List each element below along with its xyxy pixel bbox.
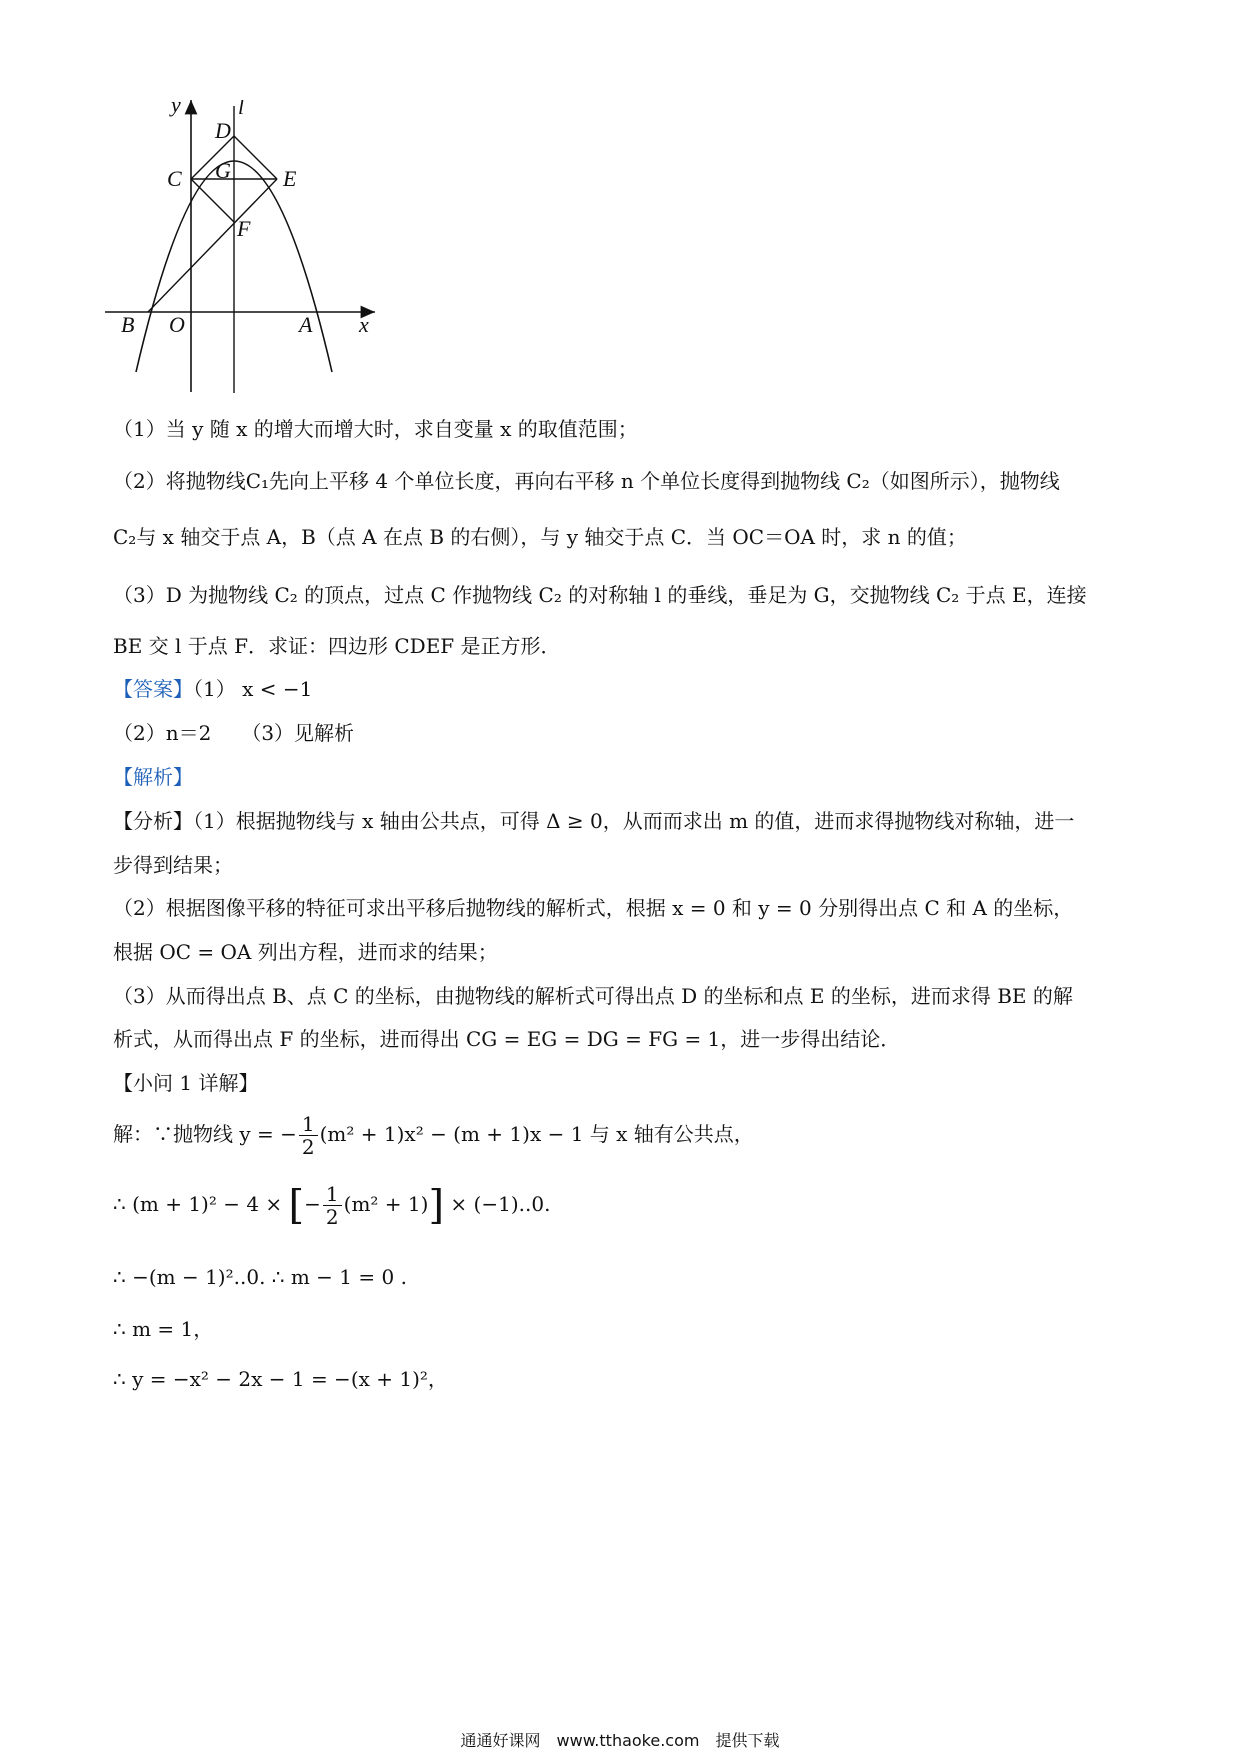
label-g: G [215, 158, 231, 183]
fenxi-tag: 【分析】 [113, 809, 193, 833]
answer-line-1 [113, 676, 312, 702]
label-c: C [167, 166, 182, 191]
answer-tag: 【答案】 [113, 677, 193, 701]
solution-line-1 [113, 1110, 754, 1158]
answer-1: （1） x < −1 [193, 677, 313, 701]
sub-question-tag: 【小问 1 详解】 [113, 1071, 259, 1095]
analysis-1-text: （1）根据抛物线与 x 轴由公共点，可得 Δ ≥ 0，从而而求出 m 的值，进而求得抛物线对称轴，进一 [193, 809, 1075, 833]
solution-line-3: ∴ −(m − 1)²..0. ∴ m − 1 = 0 . [113, 1265, 407, 1289]
label-o: O [169, 312, 185, 337]
question-3-line-1: （3）D 为抛物线 C₂ 的顶点，过点 C 作抛物线 C₂ 的对称轴 l 的垂线，垂足为 G，交抛物线 C₂ 于点 E，连接 [113, 583, 1087, 607]
label-y: y [171, 100, 181, 117]
step2-inner: (m² + 1) [343, 1192, 429, 1216]
solution-line-5: ∴ y = −x² − 2x − 1 = −(x + 1)²， [113, 1367, 448, 1391]
question-3-line-2: BE 交 l 于点 F．求证：四边形 CDEF 是正方形． [113, 634, 561, 658]
fraction-half [299, 1113, 318, 1158]
left-bracket: [ [288, 1182, 305, 1229]
question-1: （1）当 y 随 x 的增大而增大时，求自变量 x 的取值范围； [113, 417, 638, 441]
fraction-half-2 [323, 1183, 342, 1228]
solution-rest: (m² + 1)x² − (m + 1)x − 1 与 x 轴有公共点， [319, 1122, 754, 1146]
label-d: D [215, 118, 231, 143]
label-x: x [359, 312, 369, 337]
step2-prefix: ∴ (m + 1)² − 4 × [113, 1192, 283, 1216]
parabola-figure [105, 100, 435, 450]
fraction-denominator: 2 [301, 1135, 315, 1159]
step2-minus: − [304, 1192, 321, 1216]
analysis-1-line-1 [113, 808, 1074, 834]
segment-cf [191, 179, 234, 222]
question-2-line-1: （2）将抛物线C₁先向上平移 4 个单位长度，再向右平移 n 个单位长度得到抛物线 C₂（如图所示），抛物线 [113, 469, 1060, 493]
label-l: l [238, 100, 245, 119]
fraction-numerator-2: 1 [323, 1183, 342, 1206]
analysis-3-line-1: （3）从而得出点 B、点 C 的坐标，由抛物线的解析式可得出点 D 的坐标和点 E 的坐标，进而求得 BE 的解 [113, 984, 1073, 1008]
analysis-1-line-2: 步得到结果； [113, 853, 233, 877]
solution-prefix: 解：∵抛物线 y = − [113, 1122, 297, 1146]
right-bracket: ] [428, 1182, 445, 1229]
analysis-2-line-2: 根据 OC = OA 列出方程，进而求的结果； [113, 940, 498, 964]
page-footer: 通通好课网 www.tthaoke.com 提供下载 [460, 1731, 780, 1750]
label-f: F [237, 216, 251, 241]
label-a: A [299, 312, 313, 337]
solution-line-4: ∴ m = 1， [113, 1317, 214, 1341]
step2-suffix: × (−1)..0. [450, 1192, 551, 1216]
question-2-line-2: C₂与 x 轴交于点 A，B（点 A 在点 B 的右侧），与 y 轴交于点 C．当 OC＝OA 时，求 n 的值； [113, 525, 967, 549]
fraction-denominator-2: 2 [325, 1205, 339, 1229]
label-e: E [283, 166, 297, 191]
analysis-3-line-2: 析式，从而得出点 F 的坐标，进而得出 CG = EG = DG = FG = 1，进一步得出结论． [113, 1027, 901, 1051]
segment-de [234, 136, 277, 179]
analysis-tag: 【解析】 [113, 765, 193, 789]
label-b: B [121, 312, 135, 337]
fraction-numerator: 1 [299, 1113, 318, 1136]
segment-be [148, 179, 277, 312]
solution-line-2 [113, 1180, 550, 1228]
answer-line-2: （2）n＝2 （3）见解析 [113, 721, 355, 745]
analysis-2-line-1: （2）根据图像平移的特征可求出平移后抛物线的解析式，根据 x = 0 和 y = 0 分别得出点 C 和 A 的坐标， [113, 896, 1074, 920]
